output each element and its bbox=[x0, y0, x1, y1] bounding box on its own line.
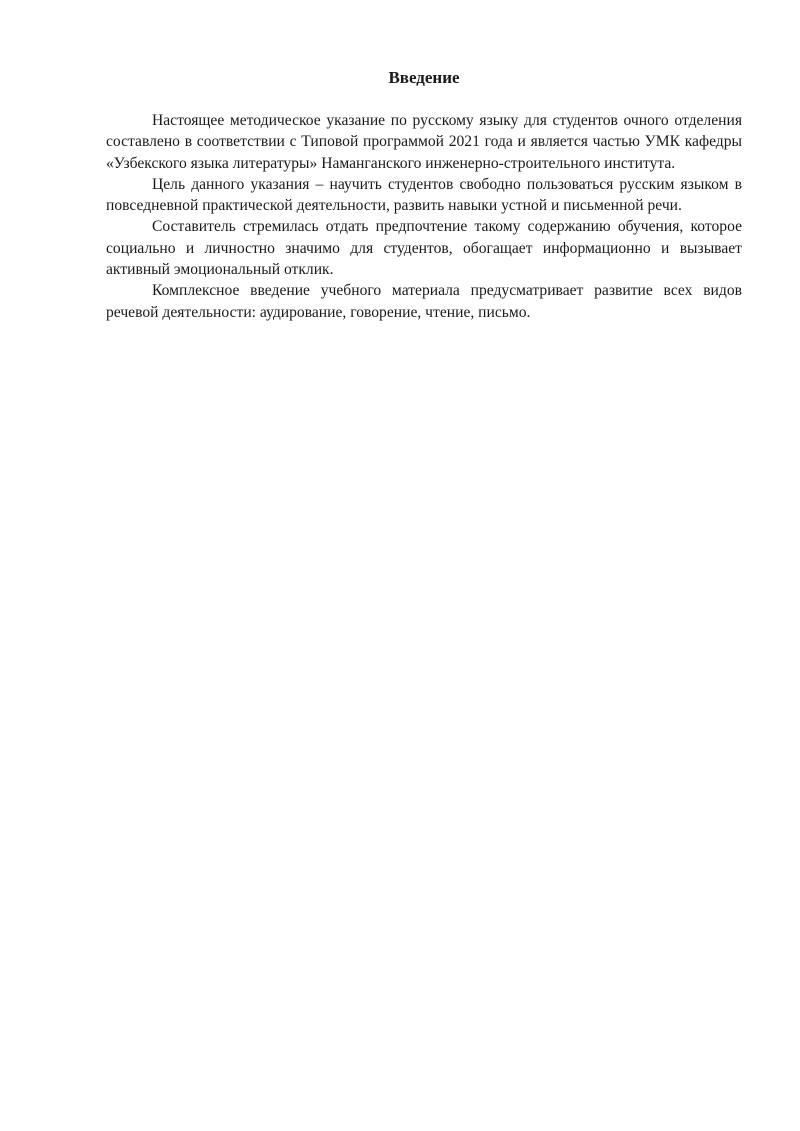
paragraph-activities: Комплексное введение учебного материала предусматривает развитие всех видов речевой деятельности: аудирование, говорение, чтение, письмо. bbox=[106, 282, 742, 321]
paragraph-purpose: Настоящее методическое указание по русскому языку для студентов очного отделения составлено в соответствии с Типовой программой 2021 года и является частью УМК кафедры «Узбекского языка литературы» Наманганского инженерно-строительного института. bbox=[106, 112, 742, 172]
paragraph-author-intent: Составитель стремилась отдать предпочтение такому содержанию обучения, которое социально и личностно значимо для студентов, обогащает информационно и вызывает активный эмоциональный отклик. bbox=[106, 218, 742, 279]
paragraph-goal: Цель данного указания – научить студентов свободно пользоваться русским языком в повседневной практической деятельности, развить навыки устной и письменной речи. bbox=[106, 175, 742, 215]
page-title: Введение bbox=[388, 68, 460, 87]
